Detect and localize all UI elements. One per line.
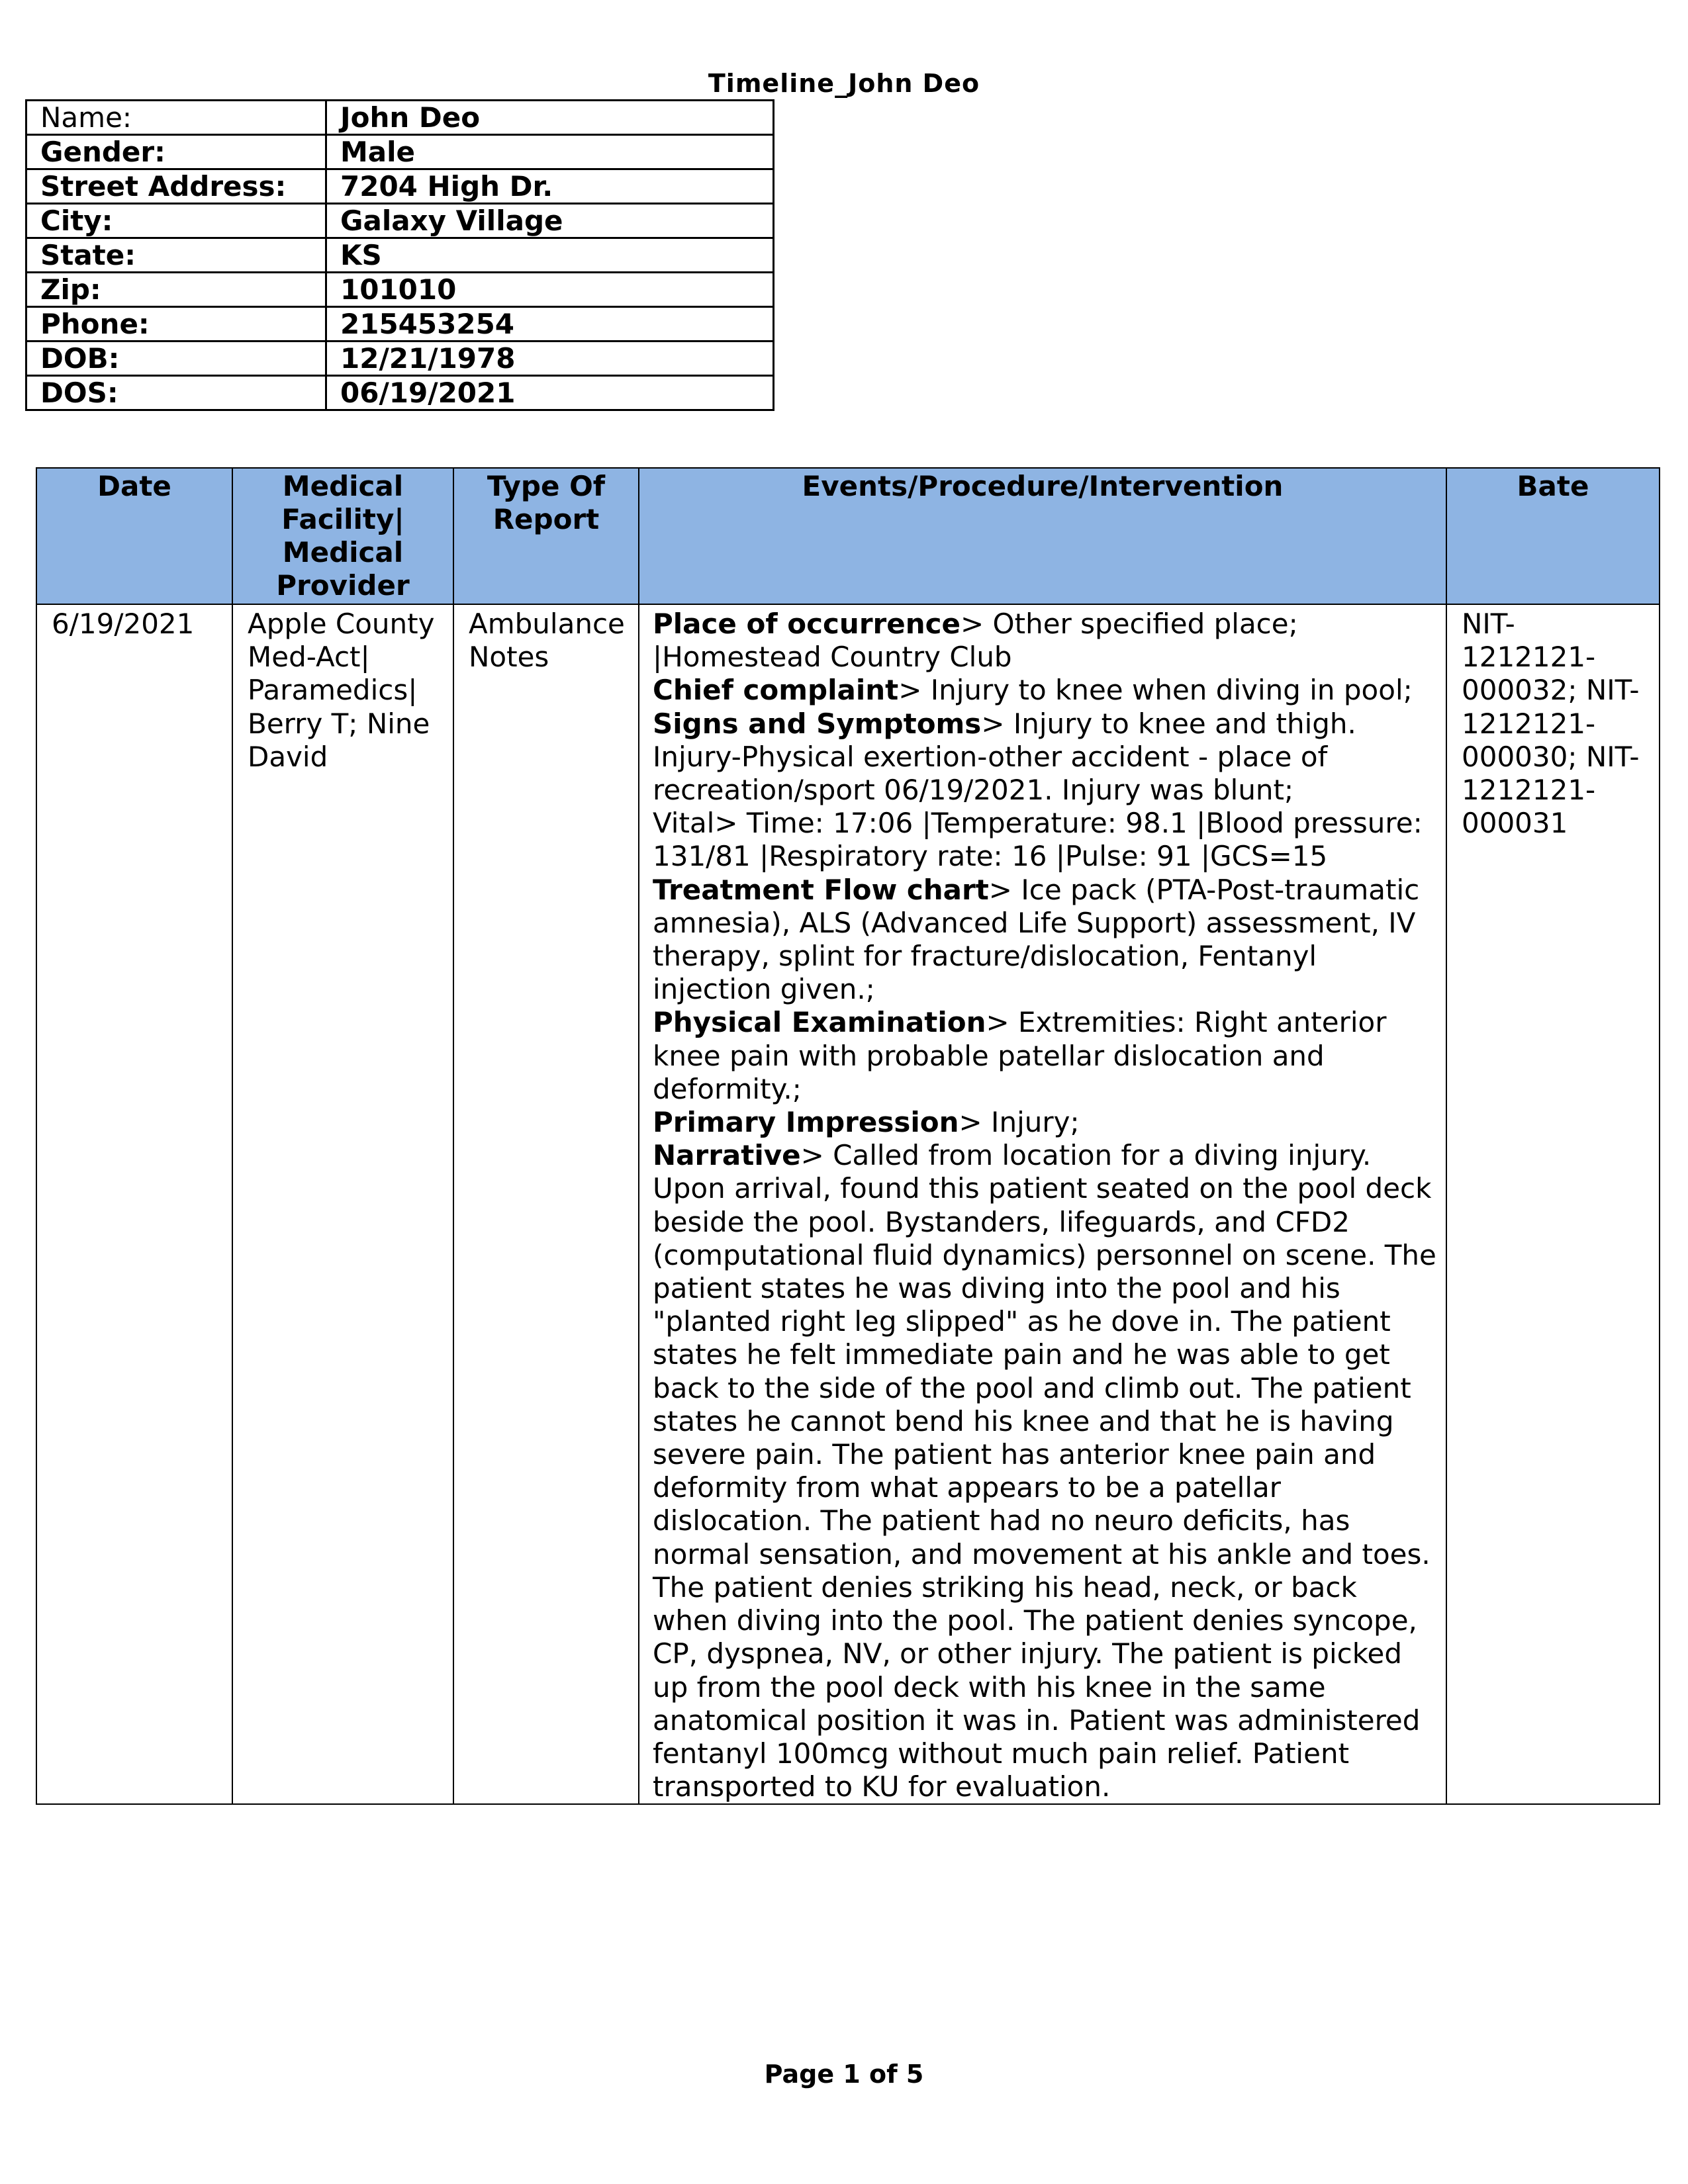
event-treatment-flow-chart: Treatment Flow chart> Ice pack (PTA-Post-traumatic amnesia), ALS (Advanced Life Support) assessment, IV therapy, splint for fracture/dislocation, Fentanyl injection given.;: [653, 873, 1420, 1006]
state-value: KS: [326, 238, 774, 273]
event-narrative: Narrative> Called from location for a diving injury. Upon arrival, found this patient seated on the pool deck beside the pool. Bystanders, lifeguards, and CFD2 (computational fluid dynamics) personnel on scene. The patient states he was diving into the pool and his "planted right leg slipped" as he dove in. The patient states he felt immediate pain and he was able to get back to the side of the pool and climb out. The patient states he cannot bend his knee and that he is having severe pain. The patient has anterior knee pain and deformity from what appears to be a patellar dislocation. The patient had no neuro deficits, has normal sensation, and movement at his ankle and toes. The patient denies striking his head, neck, or back when diving into the pool. The patient denies syncope, CP, dyspnea, NV, or other injury. The patient is picked up from the pool deck with his knee in the same anatomical position it was in. Patient was administered fentanyl 100mcg without much pain relief. Patient transported to KU for evaluation.: [653, 1139, 1436, 1803]
state-label: State:: [26, 238, 326, 273]
demographics-row-dob: [26, 341, 774, 376]
event-place-of-occurrence: Place of occurrence> Other specified place; |Homestead Country Club: [653, 608, 1298, 674]
event-chief-complaint: Chief complaint> Injury to knee when diving in pool;: [653, 674, 1413, 707]
demographics-row-city: [26, 204, 774, 238]
event-signs-and-symptoms: Signs and Symptoms> Injury to knee and thigh. Injury-Physical exertion-other accident - place of recreation/sport 06/19/2021. Injury was blunt;: [653, 707, 1356, 807]
gender-value: Male: [326, 135, 774, 169]
event-physical-examination: Physical Examination> Extremities: Right anterior knee pain with probable patellar dislocation and deformity.;: [653, 1006, 1387, 1105]
dos-value: 06/19/2021: [326, 376, 774, 410]
timeline-header-row: [36, 468, 1660, 604]
column-header-type: Type Of Report: [453, 468, 639, 604]
demographics-row-state: [26, 238, 774, 273]
demographics-row-zip: [26, 273, 774, 307]
column-header-date: Date: [36, 468, 232, 604]
demographics-row-name: [26, 101, 774, 135]
column-header-facility: Medical Facility| Medical Provider: [232, 468, 453, 604]
gender-label: Gender:: [26, 135, 326, 169]
patient-demographics-table: [25, 99, 774, 411]
name-value: John Deo: [326, 101, 774, 135]
street-address-value: 7204 High Dr.: [326, 169, 774, 204]
demographics-row-street-address: [26, 169, 774, 204]
demographics-row-dos: [26, 376, 774, 410]
dos-label: DOS:: [26, 376, 326, 410]
street-address-label: Street Address:: [26, 169, 326, 204]
city-value: Galaxy Village: [326, 204, 774, 238]
event-primary-impression: Primary Impression> Injury;: [653, 1106, 1080, 1139]
phone-label: Phone:: [26, 307, 326, 341]
row-events: [639, 604, 1446, 1804]
name-label: Name:: [26, 101, 326, 135]
city-label: City:: [26, 204, 326, 238]
phone-value: 215453254: [326, 307, 774, 341]
page-number: Page 1 of 5: [764, 2060, 924, 2089]
row-report-type: Ambulance Notes: [453, 604, 639, 1804]
event-vitals: Vital> Time: 17:06 |Temperature: 98.1 |Blood pressure: 131/81 |Respiratory rate: 16 |Pulse: 91 |GCS=15: [653, 807, 1423, 873]
column-header-bate: Bate: [1446, 468, 1660, 604]
demographics-row-phone: [26, 307, 774, 341]
demographics-row-gender: [26, 135, 774, 169]
column-header-events: Events/Procedure/Intervention: [639, 468, 1446, 604]
document-title: Timeline_John Deo: [708, 69, 980, 98]
dob-label: DOB:: [26, 341, 326, 376]
row-facility: Apple County Med-Act| Paramedics| Berry T; Nine David: [232, 604, 453, 1804]
timeline-table: [36, 467, 1660, 1805]
dob-value: 12/21/1978: [326, 341, 774, 376]
zip-value: 101010: [326, 273, 774, 307]
row-date: 6/19/2021: [36, 604, 232, 1804]
row-bate: NIT-1212121-000032; NIT-1212121-000030; NIT-1212121-000031: [1446, 604, 1660, 1804]
timeline-row: [36, 604, 1660, 1804]
zip-label: Zip:: [26, 273, 326, 307]
